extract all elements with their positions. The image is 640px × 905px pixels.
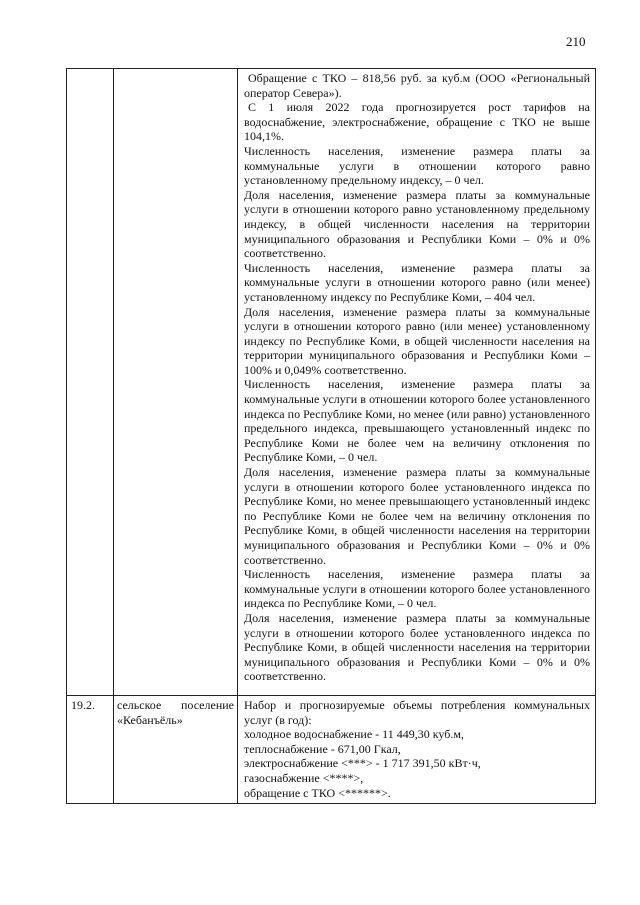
cell-description: [238, 69, 596, 696]
paragraph-tko-tariff: Обращение с ТКО – 818,56 руб. за куб.м (ООО «Региональный оператор Севера»).: [244, 71, 590, 100]
cell-consumption: [238, 696, 596, 804]
row-number: 19.2.: [71, 698, 95, 712]
paragraph-population-more-than-index: Численность населения, изменение размера платы за коммунальные услуги в отношении которого более установленного индекса по Республике Коми, – 0 чел.: [244, 567, 590, 611]
consumption-item-tko: обращение с ТКО <******>.: [244, 785, 391, 800]
cell-name-empty: [114, 69, 238, 696]
paragraph-population-above-index: Численность населения, изменение размера платы за коммунальные услуги в отношении которого более установленного индекса по Республике Коми, но менее (или равно) установленного предельного индекса, превышающего установленный индекс по Республике Коми не более чем на величину отклонения по Республике Коми, – 0 чел.: [244, 377, 590, 465]
table-row-19-2: [67, 696, 596, 804]
tariff-table: [66, 68, 596, 804]
paragraph-share-above-index: Доля населения, изменение размера платы за коммунальные услуги в отношении которого более установленного индекса по Республике Коми, но менее превышающего установленный индекс по Республике Коми не более чем на величину отклонения по Республике Коми, в общей численности населения на территории муниципального образования и Республики Коми – 0% и 0% соответственно.: [244, 465, 590, 567]
paragraph-population-limit-index: Численность населения, изменение размера платы за коммунальные услуги в отношении которого равно установленному предельному индексу, – 0 чел.: [244, 143, 590, 188]
cell-row-number: [67, 696, 114, 804]
cell-number-empty: [67, 69, 114, 696]
paragraph-tariff-growth: С 1 июля 2022 года прогнозируется рост тарифов на водоснабжение, электроснабжение, обращение с ТКО не выше 104,1%.: [244, 100, 590, 144]
paragraph-share-komi-index: Доля населения, изменение размера платы за коммунальные услуги в отношении которого равно (или менее) установленному индексу по Республике Коми, в общей численности населения на территории муниципального образования и Республики Коми – 100% и 0,049% соответственно.: [244, 304, 590, 377]
consumption-item-electricity: электроснабжение <***> - 1 717 391,50 кВт·ч,: [244, 756, 481, 771]
settlement-name: сельское поселение «Кебанъёль»: [117, 698, 234, 727]
table-row-continued: [67, 69, 596, 696]
consumption-item-cold-water: холодное водоснабжение - 11 449,30 куб.м,: [244, 727, 464, 742]
consumption-intro: Набор и прогнозируемые объемы потребления коммунальных услуг (в год):: [244, 698, 590, 727]
consumption-item-gas: газоснабжение <****>,: [244, 770, 364, 785]
cell-settlement-name: [114, 696, 238, 804]
page-number: 210: [566, 34, 586, 49]
consumption-item-heating: теплоснабжение - 671,00 Гкал,: [244, 741, 401, 756]
paragraph-share-limit-index: Доля населения, изменение размера платы за коммунальные услуги в отношении которого равно установленному предельному индексу, в общей численности населения на территории муниципального образования и Республики Коми – 0% и 0% соответственно.: [244, 187, 590, 261]
paragraph-population-komi-index: Численность населения, изменение размера платы за коммунальные услуги в отношении которого равно (или менее) установленному индексу по Республике Коми, – 404 чел.: [244, 260, 590, 304]
paragraph-share-more-than-index: Доля населения, изменение размера платы за коммунальные услуги в отношении которого более установленного индекса по Республике Коми, в общей численности населения на территории муниципального образования и Республики Коми – 0% и 0% соответственно.: [244, 610, 590, 684]
